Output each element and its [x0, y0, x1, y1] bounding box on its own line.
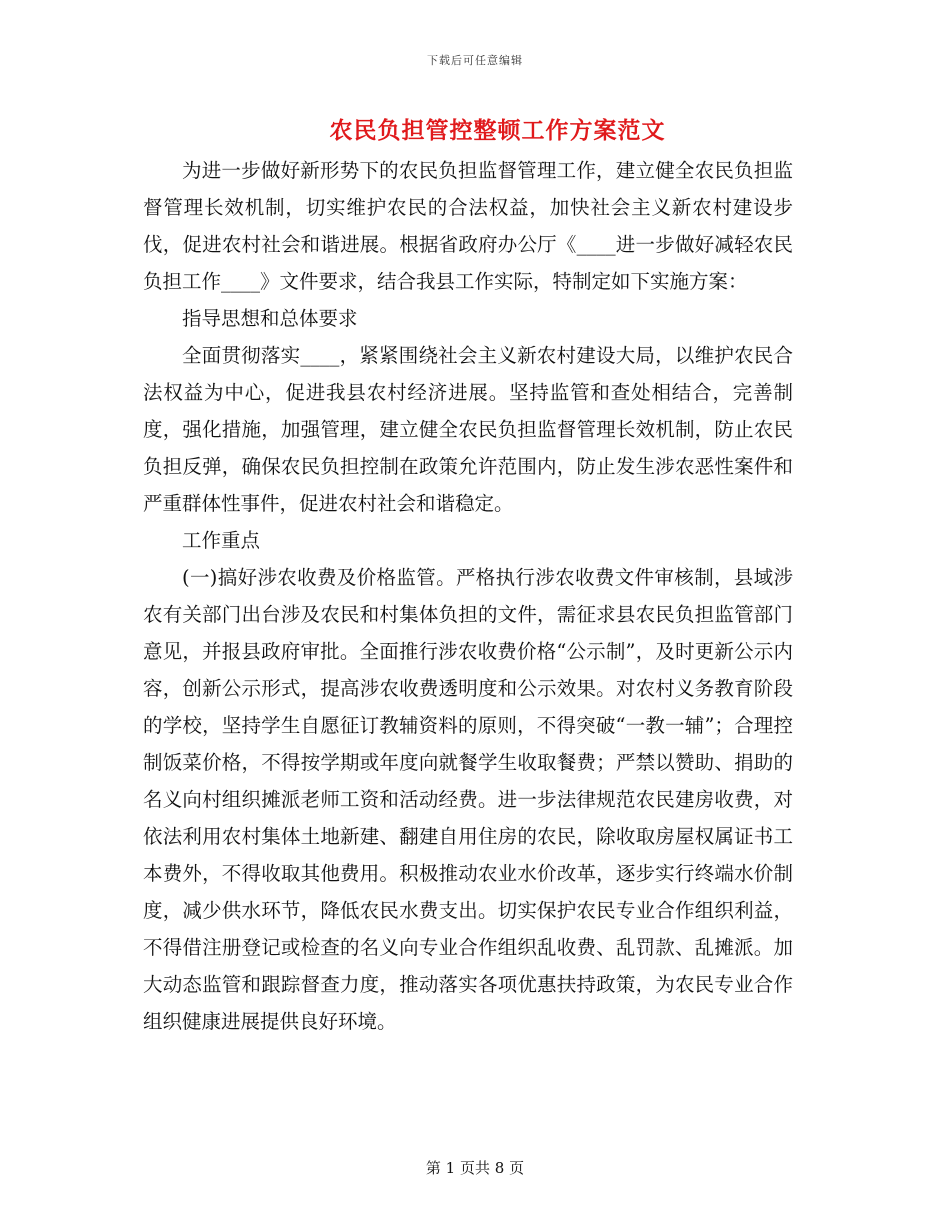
section-heading-focus: 工作重点 [182, 529, 261, 552]
document-body [143, 152, 793, 1040]
paragraph-guiding: 全面贯彻落实____，紧紧围绕社会主义新农村建设大局，以维护农民合法权益为中心，促进我县农村经济进展。坚持监管和查处相结合，完善制度，强化措施，加强管理，建立健全农民负担监督管理长效机制，防止农民负担反弹，确保农民负担控制在政策允许范围内，防止发生涉农恶性案件和严重群体性事件，促进农村社会和谐稳定。 [143, 344, 793, 515]
section-heading-guiding: 指导思想和总体要求 [182, 307, 358, 330]
paragraph-fee-supervision: (一)搞好涉农收费及价格监管。严格执行涉农收费文件审核制，县域涉农有关部门出台涉及农民和村集体负担的文件，需征求县农民负担监管部门意见，并报县政府审批。全面推行涉农收费价格“公示制”，及时更新公示内容，创新公示形式，提高涉农收费透明度和公示效果。对农村义务教育阶段的学校，坚持学生自愿征订教辅资料的原则，不得突破“一教一辅”；合理控制饭菜价格，不得按学期或年度向就餐学生收取餐费；严禁以赞助、捐助的名义向村组织摊派老师工资和活动经费。进一步法律规范农民建房收费，对依法利用农村集体土地新建、翻建自用住房的农民，除收取房屋权属证书工本费外，不得收取其他费用。积极推动农业水价改革，逐步实行终端水价制度，减少供水环节，降低农民水费支出。切实保护农民专业合作组织利益，不得借注册登记或检查的名义向专业合作组织乱收费、乱罚款、乱摊派。加大动态监管和跟踪督查力度，推动落实各项优惠扶持政策，为农民专业合作组织健康进展提供良好环境。 [143, 566, 793, 1033]
paragraph-intro: 为进一步做好新形势下的农民负担监督管理工作，建立健全农民负担监督管理长效机制，切实维护农民的合法权益，加快社会主义新农村建设步伐，促进农村社会和谐进展。根据省政府办公厅《____进一步做好减轻农民负担工作____》文件要求，结合我县工作实际，特制定如下实施方案： [143, 159, 793, 293]
document-title: 农民负担管控整顿工作方案范文 [329, 117, 666, 144]
header-note: 下载后可任意编辑 [427, 54, 523, 67]
page-number: 第 1 页共 8 页 [425, 1159, 525, 1177]
